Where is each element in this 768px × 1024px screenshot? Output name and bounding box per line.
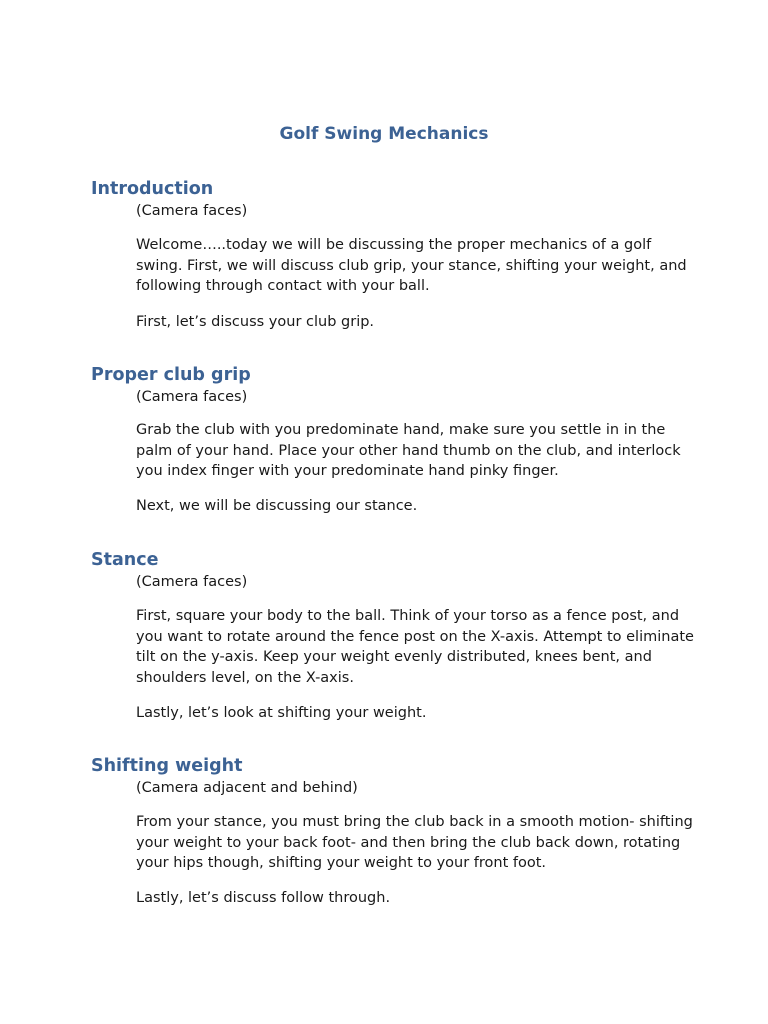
document-title: Golf Swing Mechanics	[279, 124, 489, 144]
body-paragraph: First, square your body to the ball. Think of your torso as a fence post, and you want to rotate around the fence post on the X-axis. Attempt to eliminate tilt on the y-axis. Keep your weight evenly distributed, knees bent, and shoulders level, on the X-axis.	[136, 608, 694, 687]
section-heading: Stance	[91, 550, 159, 570]
body-paragraph: Grab the club with you predominate hand, make sure you settle in in the palm of your hand. Place your other hand thumb on the club, and interlock you index finger with your predominate hand pinky finger.	[136, 422, 681, 480]
camera-note: (Camera faces)	[136, 203, 248, 219]
body-paragraph: Lastly, let’s look at shifting your weight.	[136, 705, 427, 721]
section-heading: Shifting weight	[91, 756, 243, 776]
body-paragraph: From your stance, you must bring the club back in a smooth motion- shifting your weight to your back foot- and then bring the club back down, rotating your hips though, shifting your weight to your front foot.	[136, 814, 693, 872]
camera-note: (Camera adjacent and behind)	[136, 780, 358, 796]
section-heading: Proper club grip	[91, 365, 251, 385]
body-paragraph: Welcome…..today we will be discussing the proper mechanics of a golf swing. First, we will discuss club grip, your stance, shifting your weight, and following through contact with your ball.	[136, 237, 687, 295]
body-paragraph: Next, we will be discussing our stance.	[136, 498, 418, 514]
camera-note: (Camera faces)	[136, 574, 248, 590]
body-paragraph: Lastly, let’s discuss follow through.	[136, 890, 391, 906]
body-paragraph: First, let’s discuss your club grip.	[136, 314, 375, 330]
camera-note: (Camera faces)	[136, 389, 248, 405]
section-heading: Introduction	[91, 179, 214, 199]
